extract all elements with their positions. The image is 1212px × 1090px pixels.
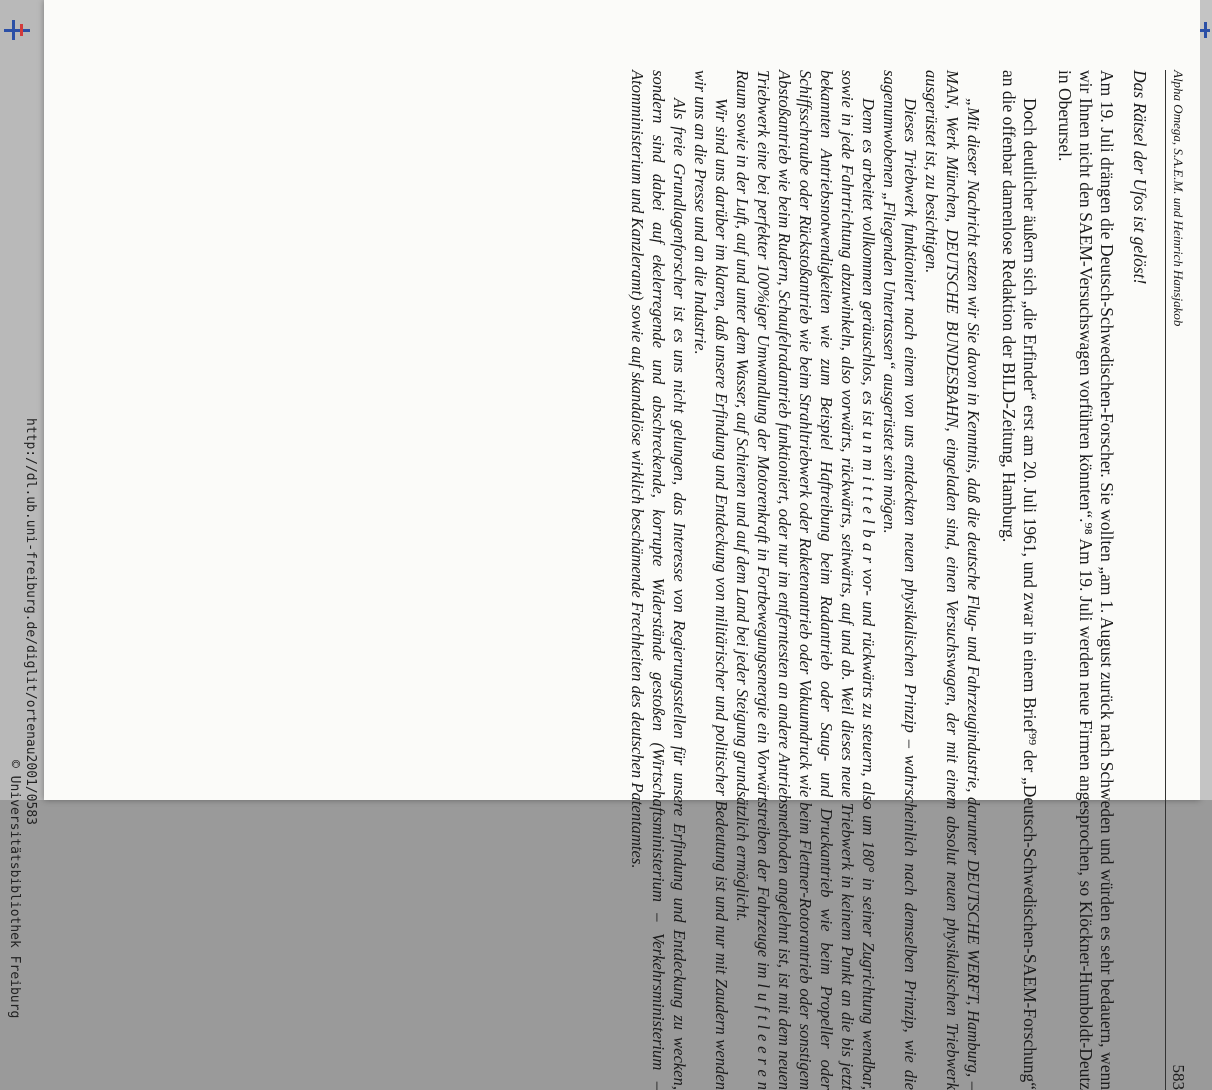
running-head: Alpha Omega, S.A.E.M. und Heinrich Hansjakob xyxy=(1170,70,1186,326)
viewer-right-margin xyxy=(1200,0,1212,800)
quote-paragraph: Wir sind uns darüber im klaren, daß unsere Erfindung und Entdeckung von militärischer und politischer Bedeutung ist und nur mit Zaudern wenden wir uns an die Presse und an die Industrie. xyxy=(690,70,732,1090)
viewer-right-logo-icon xyxy=(1200,20,1210,40)
viewer-left-margin xyxy=(0,0,44,800)
page-header xyxy=(1165,70,1188,1090)
copyright-notice: © Universitätsbibliothek Freiburg xyxy=(7,760,22,1018)
source-url-strip xyxy=(6,0,38,800)
section-subtitle: Das Rätsel der Ufos ist gelöst! xyxy=(1129,70,1150,1090)
quote-paragraph: Dieses Triebwerk funktioniert nach einem von uns entdeckten neuen physikalischen Prinzip – wahrscheinlich nach demselben Prinzip, wie die sagenumwobenen „Fliegenden Untertassen“ ausgerüstet sein mögen. xyxy=(879,70,921,1090)
page-body xyxy=(627,70,1150,1090)
quote-paragraph: „Mit dieser Nachricht setzen wir Sie davon in Kenntnis, daß die deutsche Flug- und Fahrzeugindustrie, darunter DEUTSCHE WERFT, Hamburg, – MAN, Werk München, DEUTSCHE BUNDESBAHN, eingeladen sind, einen Versuchswagen, der mit einem absolut neuen physikalischen Triebwerk ausgerüstet ist, zu besichtigen. xyxy=(921,70,984,1090)
page-number: 583 xyxy=(1168,1065,1188,1090)
paragraph: Doch deutlicher äußern sich „die Erfinder“ erst am 20. Juli 1961, und zwar in einem Brief⁹⁹ der „Deutsch-Schwedischen-SAEM-Forschung“ an die offenbar damenlose Redaktion der BILD-Zeitung, Hamburg. xyxy=(998,70,1040,1090)
paragraph: Am 19. Juli drängen die Deutsch-Schwedischen-Forscher. Sie wollten „am 1. August zurück nach Schweden und würden es sehr bedauern, wenn wir Ihnen nicht den SAEM-Versuchswagen vorführen könnten“.⁹⁸ Am 19. Juli werden neue Firmen angesprochen, so Klöckner-Humboldt-Deutz in Oberursel. xyxy=(1054,70,1117,1090)
source-url[interactable]: http://dl.ub.uni-freiburg.de/diglit/ortenau2001/0583 xyxy=(23,418,38,825)
scanned-page xyxy=(44,0,1200,800)
quote-paragraph: Als freie Grundlagenforscher ist es uns nicht gelungen, das Interesse von Regierungsstellen für unsere Erfindung und Entdeckung zu wecken, sondern sind dabei auf ekelerregende und abschreckende, korrupte Widerstände gestoßen (Wirtschaftsministerium – Verkehrsministerium – Atomministerium und Kanzleramt) sowie auf skandalöse wirklich beschämende Frechheiten des deutschen Patentamtes. xyxy=(627,70,690,1090)
viewer-logo-icon xyxy=(4,20,30,40)
quote-paragraph: Denn es arbeitet vollkommen geräuschlos, es ist u n m i t t e l b a r vor- und rückwärts zu steuern, also um 180° in seiner Zugrichtung wendbar, sowie in jede Fahrtrichtung abzuwinkeln, also vorwärts, rückwärts, seitwärts, auf und ab. Weil dieses neue Triebwerk in keinem Punkt an die bis jetzt bekannten Antriebsnotwendigkeiten wie zum Beispiel Haftreibung beim Radantrieb oder Saug- und Druckantrieb wie beim Propeller oder Schiffsschraube oder Rückstoßantrieb wie beim Strahltriebwerk oder Raketenantrieb oder Vakuumdruck wie beim Flettner-Rotorantrieb oder sonstigem Abstoßantrieb wie beim Rudern, Schaufelradantrieb funktioniert, oder nur im entferntesten an andere Antriebsmethoden angelehnt ist, ist mit dem neuen Triebwerk eine bei perfekter 100%iger Umwandlung der Motorenkraft in Fortbewegungsenergie ein Vorwärtstreiben der Fahrzeuge im l u f t l e e r e n Raum sowie in der Luft, auf und unter dem Wasser, auf Schienen und auf dem Land bei jeder Steigung grundsätzlich ermöglicht. xyxy=(732,70,879,1090)
page-content xyxy=(44,0,1200,800)
